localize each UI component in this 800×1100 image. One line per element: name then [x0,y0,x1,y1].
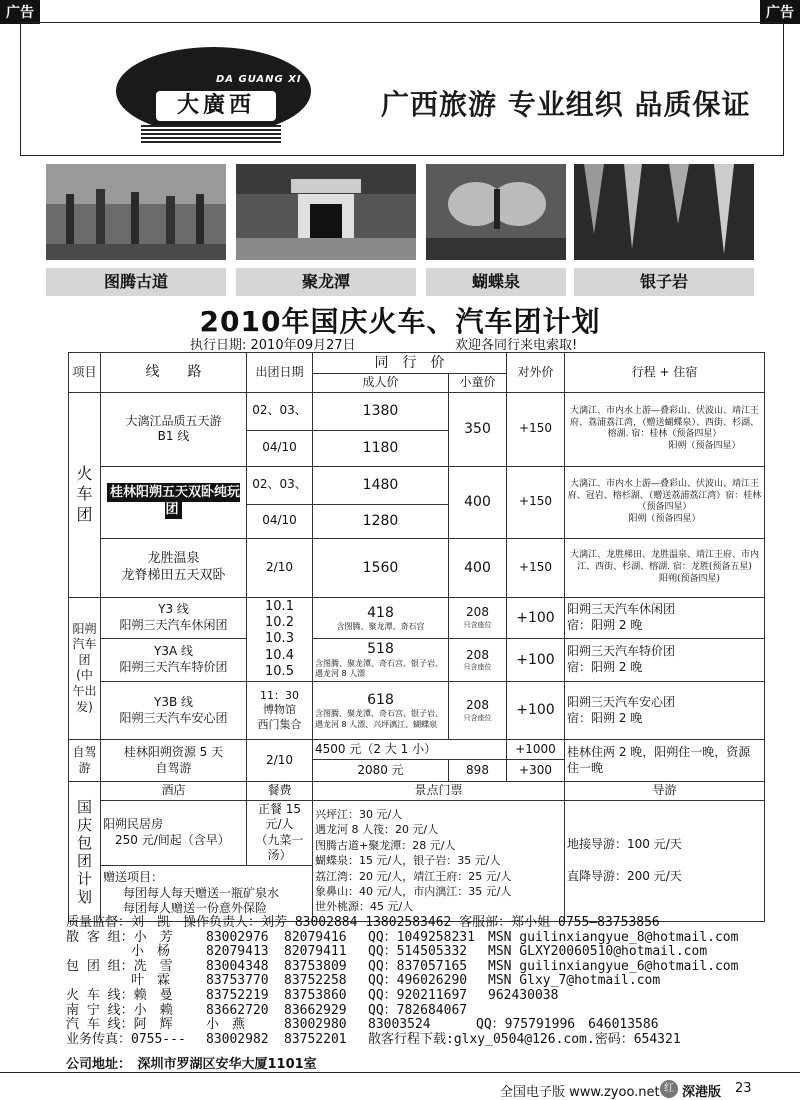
banner [20,22,784,156]
page-number: 23 [735,1081,752,1096]
butterfly-image [426,164,566,260]
contact-row: 散 客 组：小 芳 83002976 82079416 QQ：1049258231 MSN guilinxiangyue_8@hotmail.com [66,929,739,945]
table-row [69,740,765,760]
bus-r1-price: 418 含图腾、聚龙潭、奇石宫 [313,597,449,638]
photo-totem [46,164,226,291]
bus-r3-child: 208 只含座位 [449,682,507,740]
logo [116,47,311,147]
train-r2-child: 400 [449,466,507,538]
charter-tickets: 兴坪江：30 元/人 遇龙河 8 人筏：20 元/人 图腾古道+聚龙潭：28 元/人 蝴蝶泉：15 元/人，银子岩：35 元/人 荔江湾：20 元/人，靖江王府：25 元/人 象鼻山：40 元/人，市内漓江：35 元/人 世外桃源：45 元/人 [313,800,565,921]
header-date: 出团日期 [247,353,313,393]
table-row [69,682,765,740]
train-r2-date2: 04/10 [247,504,313,538]
bus-r2-price: 518 含图腾、聚龙潭、奇石宫、银子岩、遇龙河 8 人漂 [313,638,449,681]
logo-subtitle: DA GUANG XI [216,74,302,85]
page-title: 2010年国庆火车、汽车团计划 [199,305,601,338]
header-item: 项目 [69,353,101,393]
contact-row: 小 杨 82079413 82079411 QQ：514505332 MSN GLXY20060510@hotmail.com [66,944,708,960]
train-label: 火车团 [69,392,101,597]
table-header-row [69,353,765,374]
charter-tickets-header: 景点门票 [313,782,565,801]
table-row [69,392,765,430]
page-footer [0,1072,800,1100]
train-r1-price1: 1380 [313,392,449,430]
bus-r3-ext: +100 [507,682,565,740]
train-r1-route: 大漓江品质五天游 B1 线 [101,392,247,466]
charter-hotel: 阳朔民居房 250 元/间起（含早） [101,800,247,865]
train-r1-price2: 1180 [313,430,449,466]
photo-caption: 蝴蝶泉 [426,268,566,296]
ad-tag-left: 广告 [0,0,40,24]
bus-r3-itinerary: 阳朔三天汽车安心团 宿：阳朔 2 晚 [565,682,765,740]
bus-gather: 11：30 博物馆 西门集合 [247,682,313,740]
header-itinerary: 行程 + 住宿 [565,353,765,393]
bus-r2-route: Y3A 线 阳朔三天汽车特价团 [101,638,247,681]
contact-row: 叶 霖 83753770 83752258 QQ：496026290 MSN Glxy_7@hotmail.com [66,973,661,989]
train-r1-date2: 04/10 [247,430,313,466]
company-address: 公司地址： 深圳市罗湖区安华大厦1101室 [66,1057,317,1072]
photo-caption: 图腾古道 [46,268,226,296]
self-date: 2/10 [247,740,313,782]
train-r3-route: 龙胜温泉 龙脊梯田五天双卧 [101,538,247,597]
logo-wave-lines [141,125,281,143]
charter-guide: 地接导游：100 元/天 直降导游：200 元/天 [565,800,765,921]
train-r1-date1: 02、03、 [247,392,313,430]
header-child: 小童价 [449,374,507,393]
header-external: 对外价 [507,353,565,393]
self-ext2: +300 [507,760,565,782]
contact-row: 质量监督：刘 凯 操作负责人：刘芳 83002884 13802583462 客服部：郑小姐 0755—83753856 [66,915,660,930]
bus-r2-ext: +100 [507,638,565,681]
train-r2-price1: 1480 [313,466,449,504]
train-r3-date: 2/10 [247,538,313,597]
contact-row: 业务传真：0755--- 83002982 83752201 散客行程下载:glxy_0504@126.com.密码：654321 [66,1031,681,1047]
self-label: 自驾游 [69,740,101,782]
table-row [69,800,765,865]
charter-gifts: 赠送项目： 每团每人每天赠送一瓶矿泉水 每团每人赠送一份意外保险 [101,866,313,922]
julong-image [236,164,416,260]
charter-header-row [69,782,765,801]
self-ext1: +1000 [507,740,565,760]
photo-julong [236,164,416,291]
train-r1-ext: +150 [507,392,565,466]
bus-r1-route: Y3 线 阳朔三天汽车休闲团 [101,597,247,638]
ad-tag-right: 广告 [760,0,800,24]
contact-row: 南 宁 线：小 赖 83662720 83662929 QQ：782684067 [66,1002,468,1018]
header-peer-price: 同 行 价 [313,353,507,374]
self-route: 桂林阳朔资源 5 天 自驾游 [101,740,247,782]
charter-label: 国庆包团计划 [69,782,101,922]
contact-row: 包 团 组：冼 雪 83004348 83753809 QQ：837057165 MSN guilinxiangyue_6@hotmail.com [66,958,739,974]
exec-date: 执行日期: 2010年09月27日 [190,338,356,353]
header-route: 线 路 [101,353,247,393]
photo-caption: 银子岩 [574,268,754,296]
charter-meal: 正餐 15 元/人 （九菜一汤） [247,800,313,865]
table-row [69,638,765,681]
table-row [69,597,765,638]
charter-meal-header: 餐费 [247,782,313,801]
train-r2-itinerary: 大漓江、市内水上游—叠彩山、伏波山、靖江王府、冠岩、榕杉湖、（赠送荔浦荔江湾）宿：桂林（预备四星） 阳朔（预备四星） [565,466,765,538]
train-r3-price: 1560 [313,538,449,597]
photo-silver-cave [574,164,754,291]
contact-row: 汽 车 线：阿 辉 小 燕 83002980 83003524 QQ：975791996 646013586 [66,1017,659,1033]
bus-dates: 10.1 10.2 10.3 10.4 10.5 [247,597,313,681]
train-r1-child: 350 [449,392,507,466]
train-r3-child: 400 [449,538,507,597]
bus-r3-route: Y3B 线 阳朔三天汽车安心团 [101,682,247,740]
footer-edition: 深港版 [682,1085,722,1100]
bus-label: 阳朔汽车团(中午出发) [69,597,101,739]
charter-guide-header: 导游 [565,782,765,801]
contact-row: 火 车 线：赖 曼 83752219 83753860 QQ：920211697 962430038 [66,987,559,1003]
totem-image [46,164,226,260]
footer-site: 全国电子版 www.zyoo.net [500,1085,660,1100]
self-price2: 2080 元 [313,760,449,782]
self-price1: 4500 元（2 大 1 小） [313,740,507,760]
table-row [69,538,765,596]
bus-r2-itinerary: 阳朔三天汽车特价团 宿：阳朔 2 晚 [565,638,765,681]
charter-hotel-header: 酒店 [101,782,247,801]
bus-r1-itinerary: 阳朔三天汽车休闲团 宿：阳朔 2 晚 [565,597,765,638]
contacts-block [66,916,786,1047]
photo-caption: 聚龙潭 [236,268,416,296]
self-child: 898 [449,760,507,782]
slogan: 广西旅游 专业组织 品质保证 [381,88,751,121]
self-itinerary: 桂林住两 2 晚，阳朔住一晚，资源住一晚 [565,740,765,782]
table-row [69,466,765,504]
bus-r1-ext: +100 [507,597,565,638]
footer-badge-icon: 红 [660,1080,678,1098]
photo-butterfly [426,164,566,291]
price-table [68,352,765,922]
welcome-note: 欢迎各同行来电索取! [455,338,578,353]
train-r3-itinerary: 大漓江、龙胜梯田、龙胜温泉、靖江王府、市内江、西街、杉湖、榕湖. 宿：龙胜(预备五星) 阳朔(预备四星) [565,538,765,597]
photo-strip [46,164,754,298]
train-r1-itinerary: 大漓江、市内水上游—叠彩山、伏波山、靖江王府、荔浦荔江湾，（赠送蝴蝶泉）、西街、杉湖、榕湖. 宿：桂林（预备四星） 阳朔（预备四星） [565,392,765,466]
bus-r2-child: 208 只含座位 [449,638,507,681]
header-adult: 成人价 [313,374,449,393]
bus-r3-price: 618 含图腾、聚龙潭、奇石宫、银子岩、遇龙河 8 人漂、兴坪漓江、蝴蝶泉 [313,682,449,740]
bus-r1-child: 208 只含座位 [449,597,507,638]
train-r2-date1: 02、03、 [247,466,313,504]
train-r2-price2: 1280 [313,504,449,538]
train-r2-route: 桂林阳朔五天双卧纯玩团 [101,466,247,538]
cave-image [574,164,754,260]
train-r2-ext: +150 [507,466,565,538]
train-r3-ext: +150 [507,538,565,597]
logo-main-text: 大廣西 [156,91,276,121]
